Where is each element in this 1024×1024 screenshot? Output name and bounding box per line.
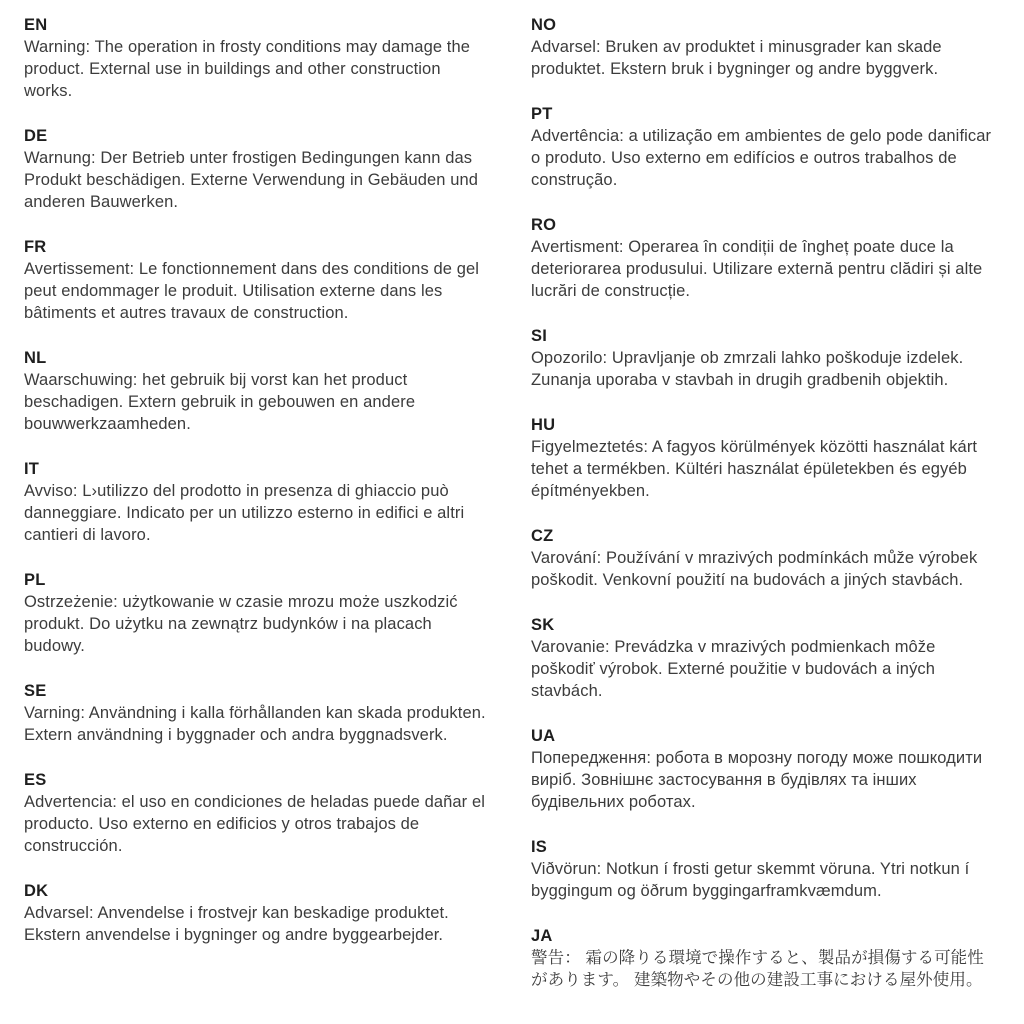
lang-section-dk: [24, 880, 493, 946]
lang-section-es: [24, 769, 493, 857]
warning-text-ua: Попередження: робота в морозну погоду може пошкодити виріб. Зовнішнє застосування в будівлях та інших будівельних роботах.: [531, 749, 983, 811]
language-code-no: NO: [531, 16, 557, 34]
lang-section-hu: [531, 414, 1000, 502]
lang-section-no: [531, 14, 1000, 80]
language-code-pt: PT: [531, 105, 553, 123]
language-code-it: IT: [24, 460, 40, 478]
warning-text-no: Advarsel: Bruken av produktet i minusgrader kan skade produktet. Ekstern bruk i bygninger og andre byggverk.: [531, 38, 942, 78]
lang-section-se: [24, 680, 493, 746]
language-code-fr: FR: [24, 238, 47, 256]
language-code-pl: PL: [24, 571, 46, 589]
lang-section-is: [531, 836, 1000, 902]
warning-text-is: Viðvörun: Notkun í frosti getur skemmt vöruna. Ytri notkun í byggingum og öðrum byggingarframkvæmdum.: [531, 860, 970, 900]
lang-section-cz: [531, 525, 1000, 591]
lang-section-en: [24, 14, 493, 102]
language-code-cz: CZ: [531, 527, 554, 545]
language-code-hu: HU: [531, 416, 556, 434]
lang-section-ua: [531, 725, 1000, 813]
lang-section-pl: [24, 569, 493, 657]
warning-text-es: Advertencia: el uso en condiciones de heladas puede dañar el producto. Uso externo en edificios y otros trabajos de construcción.: [24, 793, 485, 855]
warning-text-cz: Varování: Používání v mrazivých podmínkách může výrobek poškodit. Venkovní použití na budovách a jiných stavbách.: [531, 549, 978, 589]
language-code-sk: SK: [531, 616, 555, 634]
language-code-en: EN: [24, 16, 48, 34]
lang-section-de: [24, 125, 493, 213]
lang-section-ja: [531, 925, 1000, 991]
warning-text-ja: 警告： 霜の降りる環境で操作すると、製品が損傷する可能性があります。 建築物やその他の建設工事における屋外使用。: [531, 949, 984, 989]
warning-text-si: Opozorilo: Upravljanje ob zmrzali lahko poškoduje izdelek. Zunanja uporaba v stavbah in drugih gradbenih objektih.: [531, 349, 964, 389]
language-code-ua: UA: [531, 727, 556, 745]
warning-text-ro: Avertisment: Operarea în condiții de îngheț poate duce la deteriorarea produsului. Utilizare externă pentru clădiri și alte lucrări de construcție.: [531, 238, 983, 300]
language-code-de: DE: [24, 127, 48, 145]
warning-text-sk: Varovanie: Prevádzka v mrazivých podmienkach môže poškodiť výrobok. Externé použitie v budovách a iných stavbách.: [531, 638, 936, 700]
language-code-ja: JA: [531, 927, 553, 945]
warning-text-fr: Avertissement: Le fonctionnement dans des conditions de gel peut endommager le produit. Utilisation externe dans les bâtiments et autres travaux de construction.: [24, 260, 480, 322]
left-column: [24, 14, 493, 1014]
right-column: [531, 14, 1000, 1014]
language-code-se: SE: [24, 682, 47, 700]
warning-text-se: Varning: Användning i kalla förhållanden kan skada produkten. Extern användning i byggnader och andra byggnadsverk.: [24, 704, 486, 744]
warning-text-dk: Advarsel: Anvendelse i frostvejr kan beskadige produktet. Ekstern anvendelse i bygninger og andre byggearbejder.: [24, 904, 449, 944]
lang-section-si: [531, 325, 1000, 391]
warning-text-pt: Advertência: a utilização em ambientes de gelo pode danificar o produto. Uso externo em edifícios e outros trabalhos de construção.: [531, 127, 992, 189]
warning-text-pl: Ostrzeżenie: użytkowanie w czasie mrozu może uszkodzić produkt. Do użytku na zewnątrz budynków i na placach budowy.: [24, 593, 458, 655]
lang-section-it: [24, 458, 493, 546]
language-code-nl: NL: [24, 349, 47, 367]
warning-text-en: Warning: The operation in frosty conditions may damage the product. External use in buildings and other construction works.: [24, 38, 471, 100]
warning-text-hu: Figyelmeztetés: A fagyos körülmények közötti használat kárt tehet a termékben. Kültéri használat épületekben és egyéb építményekben.: [531, 438, 978, 500]
lang-section-ro: [531, 214, 1000, 302]
lang-section-fr: [24, 236, 493, 324]
language-code-is: IS: [531, 838, 547, 856]
language-code-si: SI: [531, 327, 547, 345]
language-code-ro: RO: [531, 216, 557, 234]
warning-text-de: Warnung: Der Betrieb unter frostigen Bedingungen kann das Produkt beschädigen. Externe Verwendung in Gebäuden und anderen Bauwerken.: [24, 149, 479, 211]
lang-section-pt: [531, 103, 1000, 191]
lang-section-sk: [531, 614, 1000, 702]
warning-text-it: Avviso: L›utilizzo del prodotto in presenza di ghiaccio può danneggiare. Indicato per un utilizzo esterno in edifici e altri cantieri di lavoro.: [24, 482, 465, 544]
warning-text-nl: Waarschuwing: het gebruik bij vorst kan het product beschadigen. Extern gebruik in gebouwen en andere bouwwerkzaamheden.: [24, 371, 416, 433]
language-code-dk: DK: [24, 882, 49, 900]
lang-section-nl: [24, 347, 493, 435]
language-code-es: ES: [24, 771, 47, 789]
